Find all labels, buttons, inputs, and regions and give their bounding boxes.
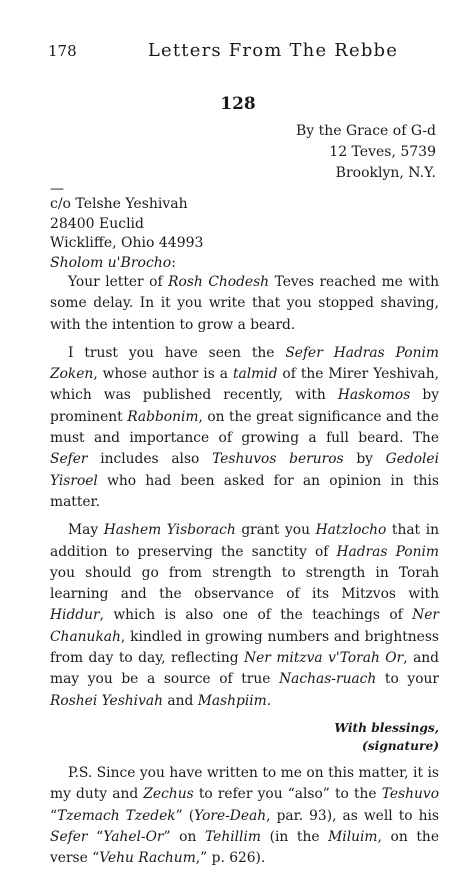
dateline-line: Brooklyn, N.Y. [335,165,436,181]
italic-term: Nachas-ruach [279,671,377,688]
text-run: “ [50,807,58,824]
italic-term: Mashpiim [197,692,267,709]
italic-term: Tzemach Tzedek [57,807,176,824]
text-run: , kindled in growing numbers and brightness from day to day, reflecting [50,628,439,667]
italic-term: Teshuvo [381,786,439,803]
text-run: who had been asked for an opinion in this matter. [50,472,439,510]
text-run: (in the [260,828,329,845]
text-run: I trust you have seen the [68,344,286,361]
italic-term: Haskomos [337,387,411,404]
text-run: by [343,451,386,468]
italic-term: Ner Chanukah [50,607,439,645]
paragraph [50,343,439,513]
italic-term: Yahel-Or [103,828,164,845]
italic-term: Hatzlocho [315,522,387,539]
address-line: Wickliffe, Ohio 44993 [50,235,204,251]
closing-line: (signature) [362,738,439,753]
closing-line: With blessings, [334,720,439,735]
postscript [50,763,439,869]
italic-term: Vehu Rachum [99,850,196,867]
text-run: , which is also one of the teachings of [99,607,413,624]
italic-term: Hashem Yisborach [103,522,236,539]
salutation: Sholom u'Brocho: [50,254,176,271]
letter-number: 128 [220,94,256,114]
text-run: , on the verse “ [50,828,439,867]
text-run: Teves reached me with some delay. In it you write that you stopped shaving, with the intention to grow a beard. [50,274,439,333]
italic-term: Hadras Ponim [336,543,439,560]
dateline [296,121,436,184]
text-run: , and may you be a source of true [50,650,440,688]
letter-body [50,272,439,876]
italic-term: Sefer [50,451,88,468]
page-number: 178 [48,42,77,60]
address-block [50,195,203,273]
closing [50,719,439,755]
text-run: ,” p. 626). [195,850,266,867]
text-run: to refer you “also” to the [193,786,382,803]
italic-term: talmid [232,366,278,383]
text-run: Your letter of [68,274,169,290]
paragraph [50,520,439,712]
salutation-text: Sholom u'Brocho [50,254,172,271]
text-run: , on the great significance and the must and importance of growing a full beard. The [50,408,439,447]
text-run: to your [376,671,439,688]
italic-term: Yore-Deah [194,807,267,824]
running-title: Letters From The Rebbe [147,40,399,61]
text-run: includes also [87,451,213,468]
dateline-line: By the Grace of G-d [295,123,436,139]
italic-term: Tehillim [205,828,261,845]
address-line: 28400 Euclid [50,215,144,232]
text-run: you should go from strength to strength in Torah learning and the observance of its Mitzvos with [50,564,439,603]
text-run: “ [87,828,104,845]
italic-term: Miluim [328,828,378,845]
dateline-line: 12 Teves, 5739 [329,144,436,160]
italic-term: Rosh Chodesh [168,274,270,290]
text-run: ” ( [175,807,195,824]
address-line: c/o Telshe Yeshivah [50,196,188,212]
italic-term: Ner mitzva v'Torah Or [244,650,404,667]
text-run: , par. 93), as well to his [266,807,439,824]
italic-term: Hiddur [50,607,100,624]
text-run: P.S. Since you have written to me on this matter, it is my duty and [50,764,439,803]
text-run: grant you [235,522,316,539]
italic-term: Zechus [143,786,194,803]
text-run: . [266,692,272,709]
text-run: that in addition to preserving the sanctity of [50,522,439,560]
text-run: of the Mirer Yeshivah, which was published recently, with [50,366,439,404]
text-run: , whose author is a [93,366,233,383]
text-run: and [162,692,198,709]
italic-term: Sefer [50,828,88,845]
italic-term: Sefer Hadras Ponim Zoken [50,344,439,383]
recipient-dash: — [50,181,64,197]
italic-term: Gedolei Yisroel [50,451,439,489]
italic-term: Roshei Yeshivah [50,692,163,709]
text-run: May [68,522,104,539]
italic-term: Teshuvos beruros [212,451,344,468]
paragraph [50,272,439,336]
text-run: ” on [163,828,206,845]
text-run: by prominent [50,387,439,425]
italic-term: Rabbonim [127,408,199,425]
